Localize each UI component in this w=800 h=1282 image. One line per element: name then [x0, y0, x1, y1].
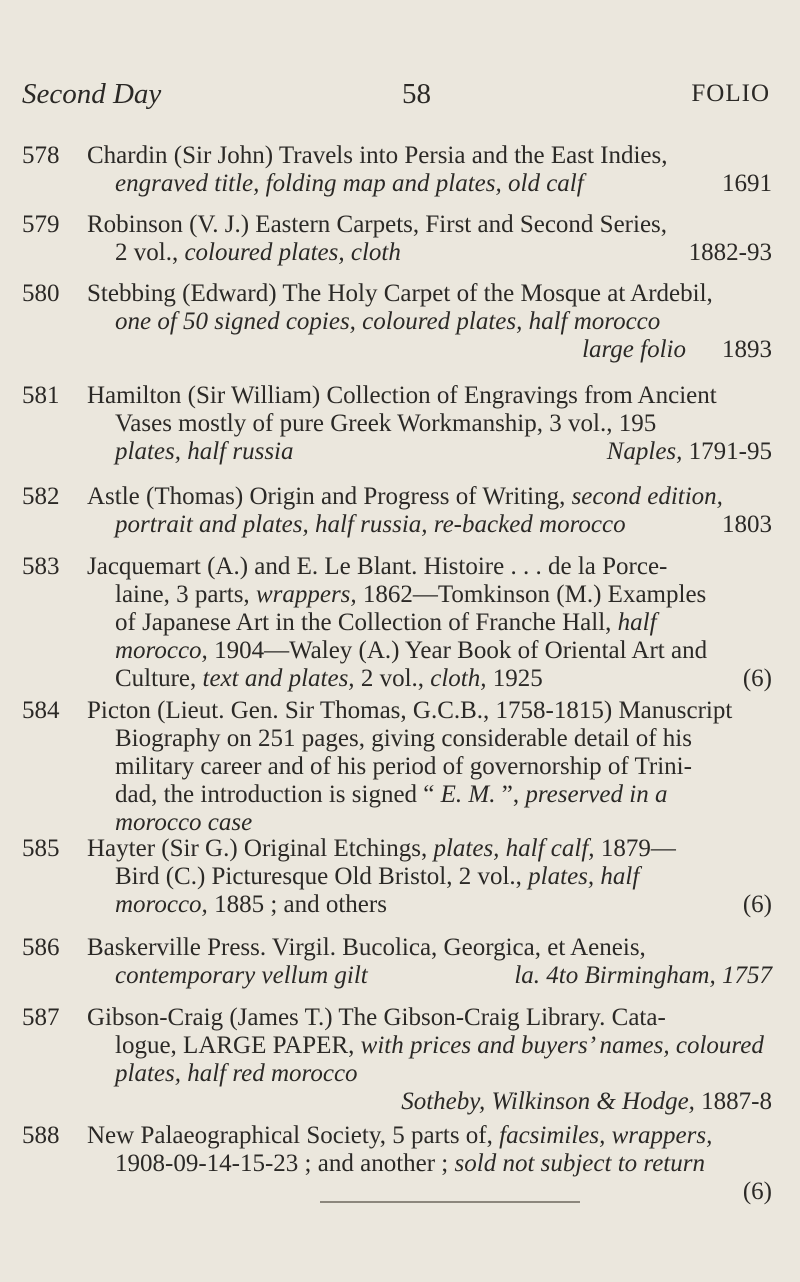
roman-text: Vases mostly of pure Greek Workmanship, 3 vol., 195: [115, 410, 657, 437]
line-text: [115, 511, 626, 539]
description-line: [87, 665, 772, 693]
line-text: [87, 1004, 666, 1031]
header-day: Second Day: [22, 78, 162, 110]
description-line: [87, 382, 772, 410]
lot-date-or-count: 1893: [722, 336, 772, 363]
italic-text: E. M.: [440, 781, 496, 808]
lot-description: [87, 211, 772, 267]
line-text: [115, 1032, 764, 1059]
italic-text: morocco,: [115, 891, 208, 918]
roman-text: Hamilton (Sir William) Collection of Engravings from Ancient: [87, 382, 717, 409]
italic-text: Sotheby, Wilkinson & Hodge,: [401, 1088, 695, 1115]
description-line: [87, 581, 772, 609]
lot-number: 581: [22, 382, 60, 409]
line-text: [115, 891, 387, 919]
roman-text: of Japanese Art in the Collection of Franche Hall,: [115, 609, 618, 636]
line-text: [87, 1122, 712, 1149]
description-line: [87, 483, 772, 511]
description-line: [87, 1088, 772, 1116]
line-text: [115, 438, 294, 466]
italic-text: facsimiles, wrappers,: [499, 1122, 713, 1149]
italic-text: one of 50 signed copies, coloured plates, half morocco: [115, 308, 661, 335]
roman-text: 1904—Waley (A.) Year Book of Oriental Art and: [207, 637, 708, 664]
line-text: [87, 211, 667, 238]
line-text: [87, 934, 646, 961]
roman-text: 2 vol.,: [115, 239, 185, 266]
line-text: [87, 835, 676, 862]
line-text: [115, 863, 639, 890]
italic-text: portrait and plates, half russia, re-backed morocco: [115, 511, 626, 538]
roman-text: Culture,: [115, 665, 203, 692]
description-line: [87, 336, 772, 364]
italic-text: cloth,: [430, 665, 487, 692]
line-text: [87, 483, 723, 510]
italic-text: plates, half calf,: [433, 835, 595, 862]
line-text: [401, 1088, 772, 1116]
line-text: [87, 697, 732, 724]
description-line: [87, 934, 772, 962]
roman-text: Biography on 251 pages, giving considerable detail of his: [115, 725, 692, 752]
roman-text: Astle (Thomas) Origin and Progress of Writing,: [87, 483, 572, 510]
description-line: [87, 609, 772, 637]
roman-text: dad, the introduction is signed “: [115, 781, 441, 808]
description-line: [87, 781, 772, 809]
roman-text: military career and of his period of governorship of Trini-: [115, 753, 692, 780]
roman-text: New Palaeographical Society, 5 parts of,: [87, 1122, 500, 1149]
lot-description: [87, 934, 772, 990]
roman-text: Picton (Lieut. Gen. Sir Thomas, G.C.B., 1758-1815) Manuscript: [87, 697, 733, 724]
lot-description: [87, 382, 772, 466]
lot-date-or-count: 1803: [722, 511, 772, 538]
lot-description: [87, 280, 772, 364]
lot-date-or-count: (6): [742, 665, 772, 692]
line-text: [115, 753, 692, 780]
roman-text: ”,: [495, 781, 526, 808]
description-line: [87, 170, 772, 198]
roman-text: 1862—Tomkinson (M.) Examples: [356, 581, 707, 608]
roman-text: Bird (C.) Picturesque Old Bristol, 2 vol.,: [115, 863, 529, 890]
description-line: [87, 280, 772, 308]
line-text: [87, 553, 667, 580]
description-line: [87, 962, 772, 990]
line-text: [87, 280, 713, 307]
lot-description: [87, 1122, 772, 1206]
line-text: [115, 637, 707, 664]
lot-description: [87, 835, 772, 919]
lot-number: 586: [22, 934, 60, 961]
lot-number: 585: [22, 835, 60, 862]
line-text: [115, 581, 706, 608]
description-line: [87, 637, 772, 665]
description-line: [87, 142, 772, 170]
italic-text: coloured plates, cloth: [184, 239, 401, 266]
end-rule: [320, 1201, 580, 1203]
italic-text: half: [617, 609, 657, 636]
lot-date-or-count: Naples, 1791-95: [606, 438, 772, 465]
description-line: [87, 553, 772, 581]
lot-description: [87, 697, 772, 837]
line-text: [115, 665, 543, 693]
lot-date-or-count: la. 4to Birmingham, 1757: [514, 962, 772, 989]
roman-text: Gibson-Craig (James T.) The Gibson-Craig Library. Cata-: [87, 1004, 666, 1031]
lot-number: 588: [22, 1122, 60, 1149]
lot-description: [87, 142, 772, 198]
lot-description: [87, 553, 772, 693]
roman-text: 1887-8: [694, 1088, 772, 1115]
description-line: [87, 753, 772, 781]
description-line: [87, 438, 772, 466]
description-line: [87, 835, 772, 863]
italic-text: plates, half red morocco: [115, 1060, 358, 1087]
italic-text: sold not subject to return: [454, 1150, 705, 1177]
line-text: [582, 336, 686, 364]
line-text: [115, 410, 656, 437]
line-text: [115, 962, 368, 990]
roman-text: logue, LARGE PAPER,: [115, 1032, 361, 1059]
roman-text: Chardin (Sir John) Travels into Persia and the East Indies,: [87, 142, 668, 169]
roman-text: Stebbing (Edward) The Holy Carpet of the Mosque at Ardebil,: [87, 280, 713, 307]
italic-text: text and plates,: [202, 665, 355, 692]
description-line: [87, 1122, 772, 1150]
description-line: [87, 308, 772, 336]
lot-description: [87, 483, 772, 539]
roman-text: 1885 ; and others: [207, 891, 387, 918]
italic-text: morocco,: [115, 637, 208, 664]
line-text: [115, 609, 657, 636]
page-header: [22, 78, 770, 118]
lot-number: 579: [22, 211, 60, 238]
roman-text: laine, 3 parts,: [115, 581, 256, 608]
line-text: [87, 382, 717, 409]
italic-text: morocco case: [115, 809, 253, 836]
italic-text: with prices and buyers’ names, coloured: [360, 1032, 764, 1059]
line-text: [115, 1060, 358, 1087]
description-line: [87, 1150, 772, 1178]
description-line: [87, 211, 772, 239]
line-text: [115, 809, 252, 836]
line-text: [87, 142, 668, 169]
line-text: [115, 308, 660, 335]
italic-text: wrappers,: [255, 581, 357, 608]
italic-text: preserved in a: [525, 781, 668, 808]
lot-date-or-count: (6): [742, 1178, 772, 1205]
roman-text: 1925: [486, 665, 543, 692]
description-line: [87, 511, 772, 539]
roman-text: 1908-09-14-15-23 ; and another ;: [115, 1150, 455, 1177]
italic-text: engraved title, folding map and plates, old calf: [115, 170, 584, 197]
roman-text: Baskerville Press. Virgil. Bucolica, Georgica, et Aeneis,: [87, 934, 646, 961]
line-text: [115, 781, 667, 808]
italic-text: large folio: [582, 336, 686, 363]
page-number: 58: [402, 78, 431, 110]
lot-date-or-count: 1691: [722, 170, 772, 197]
lot-date-or-count: (6): [742, 891, 772, 918]
description-line: [87, 725, 772, 753]
line-text: [115, 1150, 705, 1177]
description-line: [87, 1060, 772, 1088]
lot-number: 578: [22, 142, 60, 169]
roman-text: Robinson (V. J.) Eastern Carpets, First and Second Series,: [87, 211, 668, 238]
italic-text: second edition,: [571, 483, 723, 510]
description-line: [87, 1004, 772, 1032]
lot-date-or-count: 1882-93: [688, 239, 772, 266]
description-line: [87, 697, 772, 725]
description-line: [87, 809, 772, 837]
description-line: [87, 1032, 772, 1060]
description-line: [87, 863, 772, 891]
roman-text: 2 vol.,: [354, 665, 431, 692]
lot-number: 582: [22, 483, 60, 510]
header-format: FOLIO: [691, 80, 770, 107]
roman-text: Jacquemart (A.) and E. Le Blant. Histoire . . . de la Porce-: [87, 553, 668, 580]
roman-text: 1879—: [594, 835, 676, 862]
lot-description: [87, 1004, 772, 1116]
line-text: [115, 170, 584, 198]
line-text: [115, 725, 692, 752]
lot-number: 583: [22, 553, 60, 580]
lot-number: 584: [22, 697, 60, 724]
italic-text: plates, half: [528, 863, 640, 890]
italic-text: contemporary vellum gilt: [115, 962, 368, 989]
description-line: [87, 239, 772, 267]
lot-number: 587: [22, 1004, 60, 1031]
italic-text: plates, half russia: [115, 438, 294, 465]
description-line: [87, 891, 772, 919]
line-text: [115, 239, 401, 267]
lot-number: 580: [22, 280, 60, 307]
description-line: [87, 410, 772, 438]
roman-text: Hayter (Sir G.) Original Etchings,: [87, 835, 434, 862]
